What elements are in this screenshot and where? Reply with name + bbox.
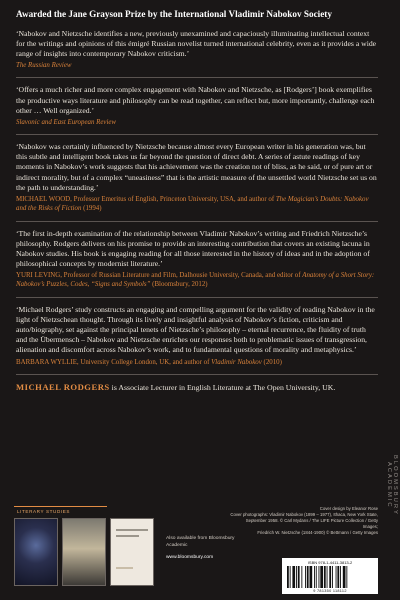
barcode-bar (298, 566, 300, 588)
book-cover-thumbnail (110, 518, 154, 586)
author-bio-text: is Associate Lecturer in English Literature at The Open University, UK. (109, 382, 336, 392)
barcode-bar (336, 566, 337, 588)
review-quote: ‘Michael Rodgers’ study constructs an engaging and compelling argument for the validity of reading Nabokov in the light of Nietzschean thought. Through its lively and insightful analysis of Nabokov’s fiction, criticism and auto/biography, set against the principal tenets of Nietzsche’s philosophy – eternal recurrence, the fluidity of truth and the Übermensch – Nabokov and Nietzsche enriches our responses both to problematic issues of transgression, alienation and discomfort across Nabokov’s work, and to fundamental questions of morality and metaphysics.’ (16, 304, 375, 355)
footer (14, 506, 386, 594)
also-available-text: Also available from Bloomsbury Academic (166, 536, 235, 548)
barcode-bar (296, 566, 297, 588)
book-cover-thumbnail (62, 518, 106, 586)
barcode-number: 9 781350 118112 (313, 589, 347, 593)
series-label: LITERARY STUDIES (14, 506, 107, 516)
review-source (16, 271, 378, 290)
barcode-bar (287, 566, 289, 588)
barcode-bar (340, 566, 341, 588)
barcode-bar (292, 566, 295, 588)
review-5 (16, 305, 378, 367)
divider (16, 77, 378, 78)
prize-line: Awarded the Jane Grayson Prize by the International Vladimir Nabokov Society (16, 9, 332, 19)
review-1 (16, 29, 378, 71)
review-2 (16, 85, 378, 127)
source-prefix: YURI LEVING, Professor of Russian Literature and Film, Dalhousie University, Canada, and editor of (16, 272, 303, 280)
barcode-bar (290, 566, 291, 588)
source-title: Anatomy of a Short Story: Nabokov’s Puzzles, Codes, “Signs and Symbols” (16, 272, 375, 289)
divider (16, 134, 378, 135)
review-4 (16, 229, 378, 290)
barcode-bar (310, 566, 313, 588)
source-prefix: MICHAEL WOOD, Professor Emeritus of English, Princeton University, USA, and author of (16, 195, 276, 203)
barcode-bar (329, 566, 331, 588)
review-source: The Russian Review (16, 62, 72, 70)
barcode-bar (316, 566, 317, 588)
barcode (282, 558, 378, 594)
review-quote: ‘Nabokov was certainly influenced by Nietzsche because almost every European writer in his generation was, but this subtle and intelligent book takes us far beyond the question of direct debt. A series of astute readings of key moments in Nabokov’s work suggests that his achievement was the creation not of bliss, as he said, or of pure art or indirect morality, but of a complex “uneasiness” that is the artistic measure of the unsettled world Nietzsche set us on the path to understanding.’ (16, 142, 377, 192)
credit-line: Cover design by Eleanor Rose (319, 506, 378, 511)
review-source (16, 358, 378, 367)
divider (16, 221, 378, 222)
divider (16, 297, 378, 298)
author-name: MICHAEL RODGERS (16, 381, 110, 392)
credit-line: September 1958. © Carl Mydans / The LIFE Picture Collection / Getty Images; (245, 517, 378, 529)
also-available (166, 536, 236, 562)
source-suffix: (1994) (81, 205, 102, 213)
barcode-bar (346, 566, 347, 588)
title-line (116, 567, 133, 569)
title-line (116, 535, 139, 537)
barcode-bars (286, 566, 374, 588)
review-quote: ‘Offers a much richer and more complex engagement with Nabokov and Nietzsche, as [Rodgers’] book exemplifies the productive ways literature and philosophy can be read together, can reflect but, more importantly, challenge each other … Well organized.’ (16, 85, 375, 115)
barcode-bar (324, 566, 326, 588)
source-suffix: (2010) (261, 358, 282, 366)
barcode-bar (314, 566, 315, 588)
website-link[interactable]: www.bloomsbury.com (166, 555, 214, 561)
author-bio (16, 382, 378, 393)
review-quote: ‘Nabokov and Nietzsche identifies a new, previously unexamined and capaciously illuminating intellectual context for the writings and opinions of this émigré Russian novelist turned international celebrity, even as it provides a wide range of insights into contemporary Nabokov criticism.’ (16, 28, 377, 58)
blurb-column (16, 9, 378, 393)
barcode-bar (307, 566, 309, 588)
barcode-bar (319, 566, 320, 588)
review-source: Slavonic and East European Review (16, 118, 117, 126)
barcode-bar (332, 566, 333, 588)
review-3 (16, 142, 378, 213)
barcode-bar (320, 566, 323, 588)
cover-credits (230, 506, 378, 536)
barcode-bar (301, 566, 302, 588)
isbn-text: ISBN 978-1-4411-3813-2 (307, 560, 353, 565)
barcode-bar (327, 566, 328, 588)
credit-line: Friedrich W. Nietzsche (1844-1900) © Bettmann / Getty Images (257, 529, 378, 535)
barcode-bar (343, 566, 346, 588)
review-source (16, 195, 378, 214)
source-prefix: BARBARA WYLLIE, University College London, UK, and author of (16, 358, 212, 366)
divider (16, 374, 378, 375)
source-suffix: (Bloomsbury, 2012) (150, 281, 208, 289)
review-quote: ‘The first in-depth examination of the relationship between Vladimir Nabokov’s writing and Friedrich Nietzsche’s philosophy. Rodgers delivers on his promise to provide an interesting contribution that covers an existing lacuna in Nabokov studies. His book is engaging reading for all those interested in the history of ideas and in the adoption of philosophical concepts by modernist literature.’ (16, 228, 370, 269)
barcode-bar (337, 566, 339, 588)
source-title: Vladimir Nabokov (211, 358, 262, 366)
source-title: The Magician’s Doubts: Nabokov and the Risks of Fiction (16, 195, 369, 213)
credit-line: Cover photographs: Vladimir Nabokov (1899 – 1977), Ithaca, New York State, (230, 511, 378, 517)
barcode-bar (305, 566, 306, 588)
book-cover-thumbnail (14, 518, 58, 586)
title-line (116, 529, 148, 531)
publisher-spine-text: BLOOMSBURY ACADEMIC (386, 454, 398, 516)
